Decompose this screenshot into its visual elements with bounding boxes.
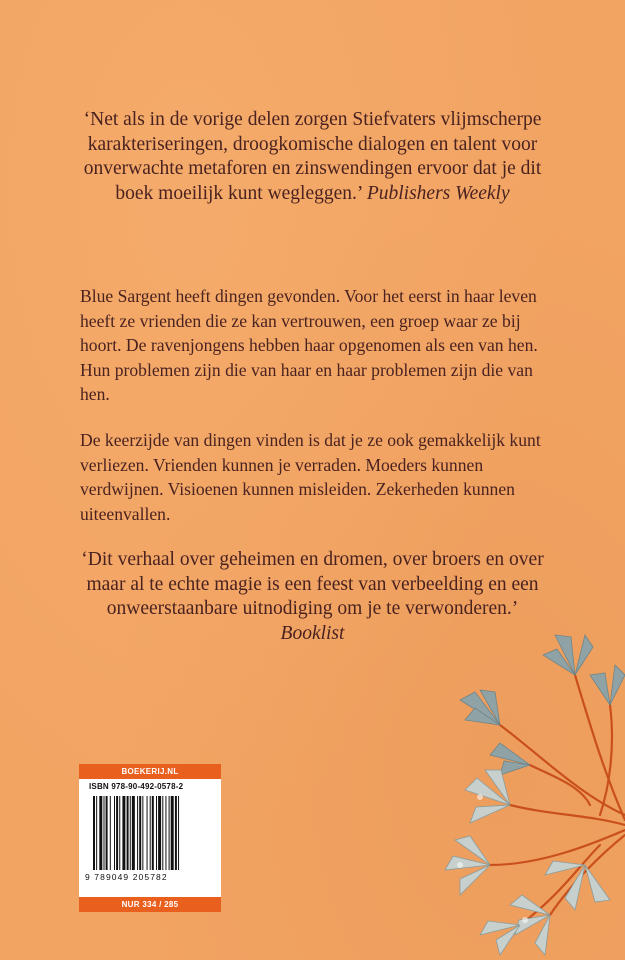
quote-source: Publishers Weekly [366, 182, 510, 204]
barcode-bar [175, 796, 177, 870]
barcode-bar [104, 796, 105, 870]
review-quote-publishers-weekly [70, 108, 555, 206]
barcode-bar [116, 796, 118, 870]
quote-text: ‘Dit verhaal over geheimen en dromen, over broers en over maar al te echte magie is een feest van verbeelding en een onweerstaanbare uitnodiging om je te verwonderen.’ [81, 549, 544, 619]
barcode-bar [152, 796, 154, 870]
barcode-digits: 9 789049 205782 [85, 872, 168, 882]
barcode-bar [178, 796, 179, 870]
barcode-bar [142, 796, 143, 870]
blurb-paragraph-2: De keerzijde van dingen vinden is dat je ze ook gemakkelijk kunt verliezen. Vrienden kunnen je verraden. Moeders kunnen verdwijnen. Visioenen kunnen misleiden. Zekerheden kunnen uiteenvallen. [80, 430, 541, 524]
barcode-bar [110, 796, 111, 870]
barcode-bar [156, 796, 157, 870]
isbn-label: ISBN 978-90-492-0578-2 [89, 782, 184, 791]
barcode-bars [93, 796, 215, 870]
barcode-bar [93, 796, 95, 870]
barcode-bar [122, 796, 125, 870]
barcode-bar [150, 796, 151, 870]
barcode-bar [158, 796, 161, 870]
barcode-bar [147, 796, 148, 870]
barcode-bar [165, 796, 166, 870]
barcode-bar [127, 796, 129, 870]
barcode-bar [132, 796, 135, 870]
barcode-bar [139, 796, 141, 870]
barcode-label [79, 764, 221, 912]
barcode-bar [106, 796, 108, 870]
barcode-bar [99, 796, 102, 870]
flower-illustration [400, 565, 625, 960]
publisher-website: BOEKERIJ.NL [79, 764, 221, 779]
nur-code: NUR 334 / 285 [79, 897, 221, 912]
barcode-bar [119, 796, 120, 870]
blurb-paragraph-1: Blue Sargent heeft dingen gevonden. Voor het eerst in haar leven heeft ze vrienden die ze kan vertrouwen, een groep waar ze bij hoort. De ravenjongens hebben haar opgenomen als een van hen. Hun problemen zijn die van haar en haar problemen zijn die van hen. [80, 286, 538, 404]
quote-text: ‘Net als in de vorige delen zorgen Stiefvaters vlijmscherpe karakteriseringen, droogkomische dialogen en talent voor onverwachte metaforen en zinswendingen ervoor dat je dit boek moeilijk kunt wegleggen.’ [83, 109, 542, 204]
barcode-bar [169, 796, 170, 870]
barcode-bar [162, 796, 163, 870]
quote-source: Booklist [280, 622, 345, 644]
barcode-bar [96, 796, 97, 870]
barcode-bar [114, 796, 115, 870]
barcode-bar [130, 796, 131, 870]
barcode-bar [171, 796, 174, 870]
barcode-bar [137, 796, 138, 870]
